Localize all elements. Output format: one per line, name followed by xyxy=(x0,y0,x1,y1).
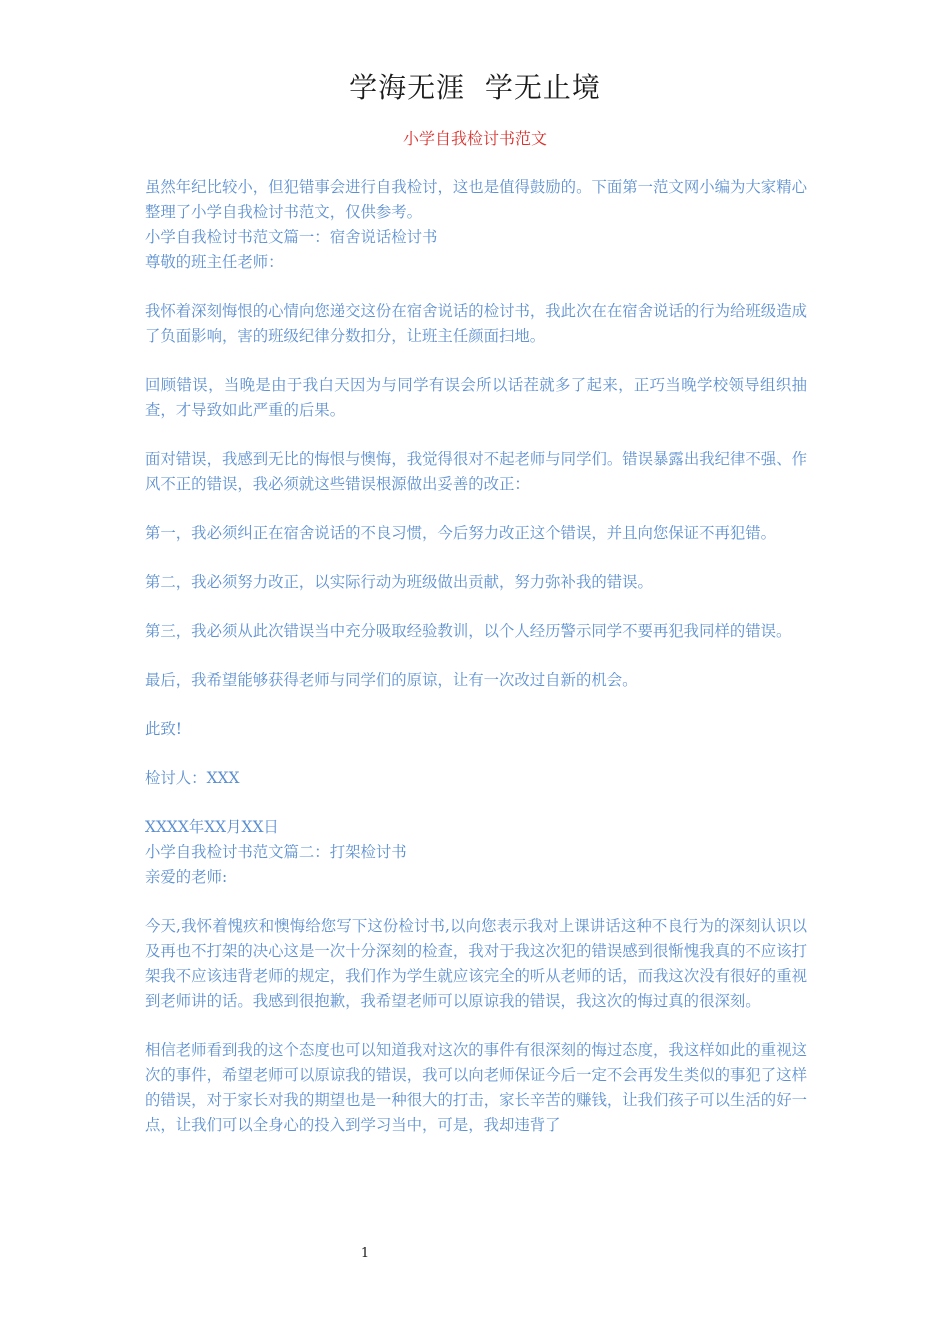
salutation-2: 亲爱的老师: xyxy=(145,868,228,886)
body-paragraph: 第三，我必须从此次错误当中充分吸取经验教训，以个人经历警示同学不要再犯我同样的错误。 xyxy=(145,622,792,640)
closing-line: 此致! xyxy=(145,720,182,738)
intro-paragraph: 虽然年纪比较小，但犯错事会进行自我检讨，这也是值得鼓励的。下面第一范文网小编为大家精心整理了小学自我检讨书范文，仅供参考。 xyxy=(145,178,807,221)
signature-line: 检讨人：XXX xyxy=(145,769,240,787)
body-paragraph: 最后，我希望能够获得老师与同学们的原谅，让有一次改过自新的机会。 xyxy=(145,671,638,689)
page-number: 1 xyxy=(360,1246,370,1261)
body-paragraph: 我怀着深刻悔恨的心情向您递交这份在宿舍说话的检讨书，我此次在在宿舍说话的行为给班级造成了负面影响，害的班级纪律分数扣分，让班主任颜面扫地。 xyxy=(145,302,807,345)
body-paragraph: 面对错误，我感到无比的悔恨与懊悔，我觉得很对不起老师与同学们。错误暴露出我纪律不强、作风不正的错误，我必须就这些错误根源做出妥善的改正： xyxy=(145,450,807,493)
body-paragraph: 第二，我必须努力改正，以实际行动为班级做出贡献，努力弥补我的错误。 xyxy=(145,573,653,591)
date-line: XXXX年XX月XX日 xyxy=(145,818,279,836)
body-paragraph: 回顾错误，当晚是由于我白天因为与同学有误会所以话茬就多了起来，正巧当晚学校领导组织抽查，才导致如此严重的后果。 xyxy=(145,376,807,419)
document-body xyxy=(145,175,807,1138)
section-heading-2: 小学自我检讨书范文篇二：打架检讨书 xyxy=(145,843,407,861)
document-title: 小学自我检讨书范文 xyxy=(402,129,547,148)
body-paragraph: 相信老师看到我的这个态度也可以知道我对这次的事件有很深刻的悔过态度，我这样如此的重视这次的事件，希望老师可以原谅我的错误，我可以向老师保证今后一定不会再发生类似的事犯了这样的错误，对于家长对我的期望也是一种很大的打击，家长辛苦的赚钱，让我们孩子可以生活的好一点，让我们可以全身心的投入到学习当中，可是，我却违背了 xyxy=(145,1041,807,1134)
section-heading-1: 小学自我检讨书范文篇一：宿舍说话检讨书 xyxy=(145,228,438,246)
salutation-1: 尊敬的班主任老师： xyxy=(145,253,284,271)
body-paragraph: 第一，我必须纠正在宿舍说话的不良习惯，今后努力改正这个错误，并且向您保证不再犯错。 xyxy=(145,524,777,542)
body-paragraph: 今天,我怀着愧疚和懊悔给您写下这份检讨书,以向您表示我对上课讲话这种不良行为的深刻认识以及再也不打架的决心这是一次十分深刻的检查，我对于我这次犯的错误感到很惭愧我真的不应该打架我不应该违背老师的规定，我们作为学生就应该完全的听从老师的话，而我这次没有很好的重视到老师讲的话。我感到很抱歉，我希望老师可以原谅我的错误，我这次的悔过真的很深刻。 xyxy=(145,917,807,1010)
page-header-title: 学海无涯 学无止境 xyxy=(349,71,601,104)
